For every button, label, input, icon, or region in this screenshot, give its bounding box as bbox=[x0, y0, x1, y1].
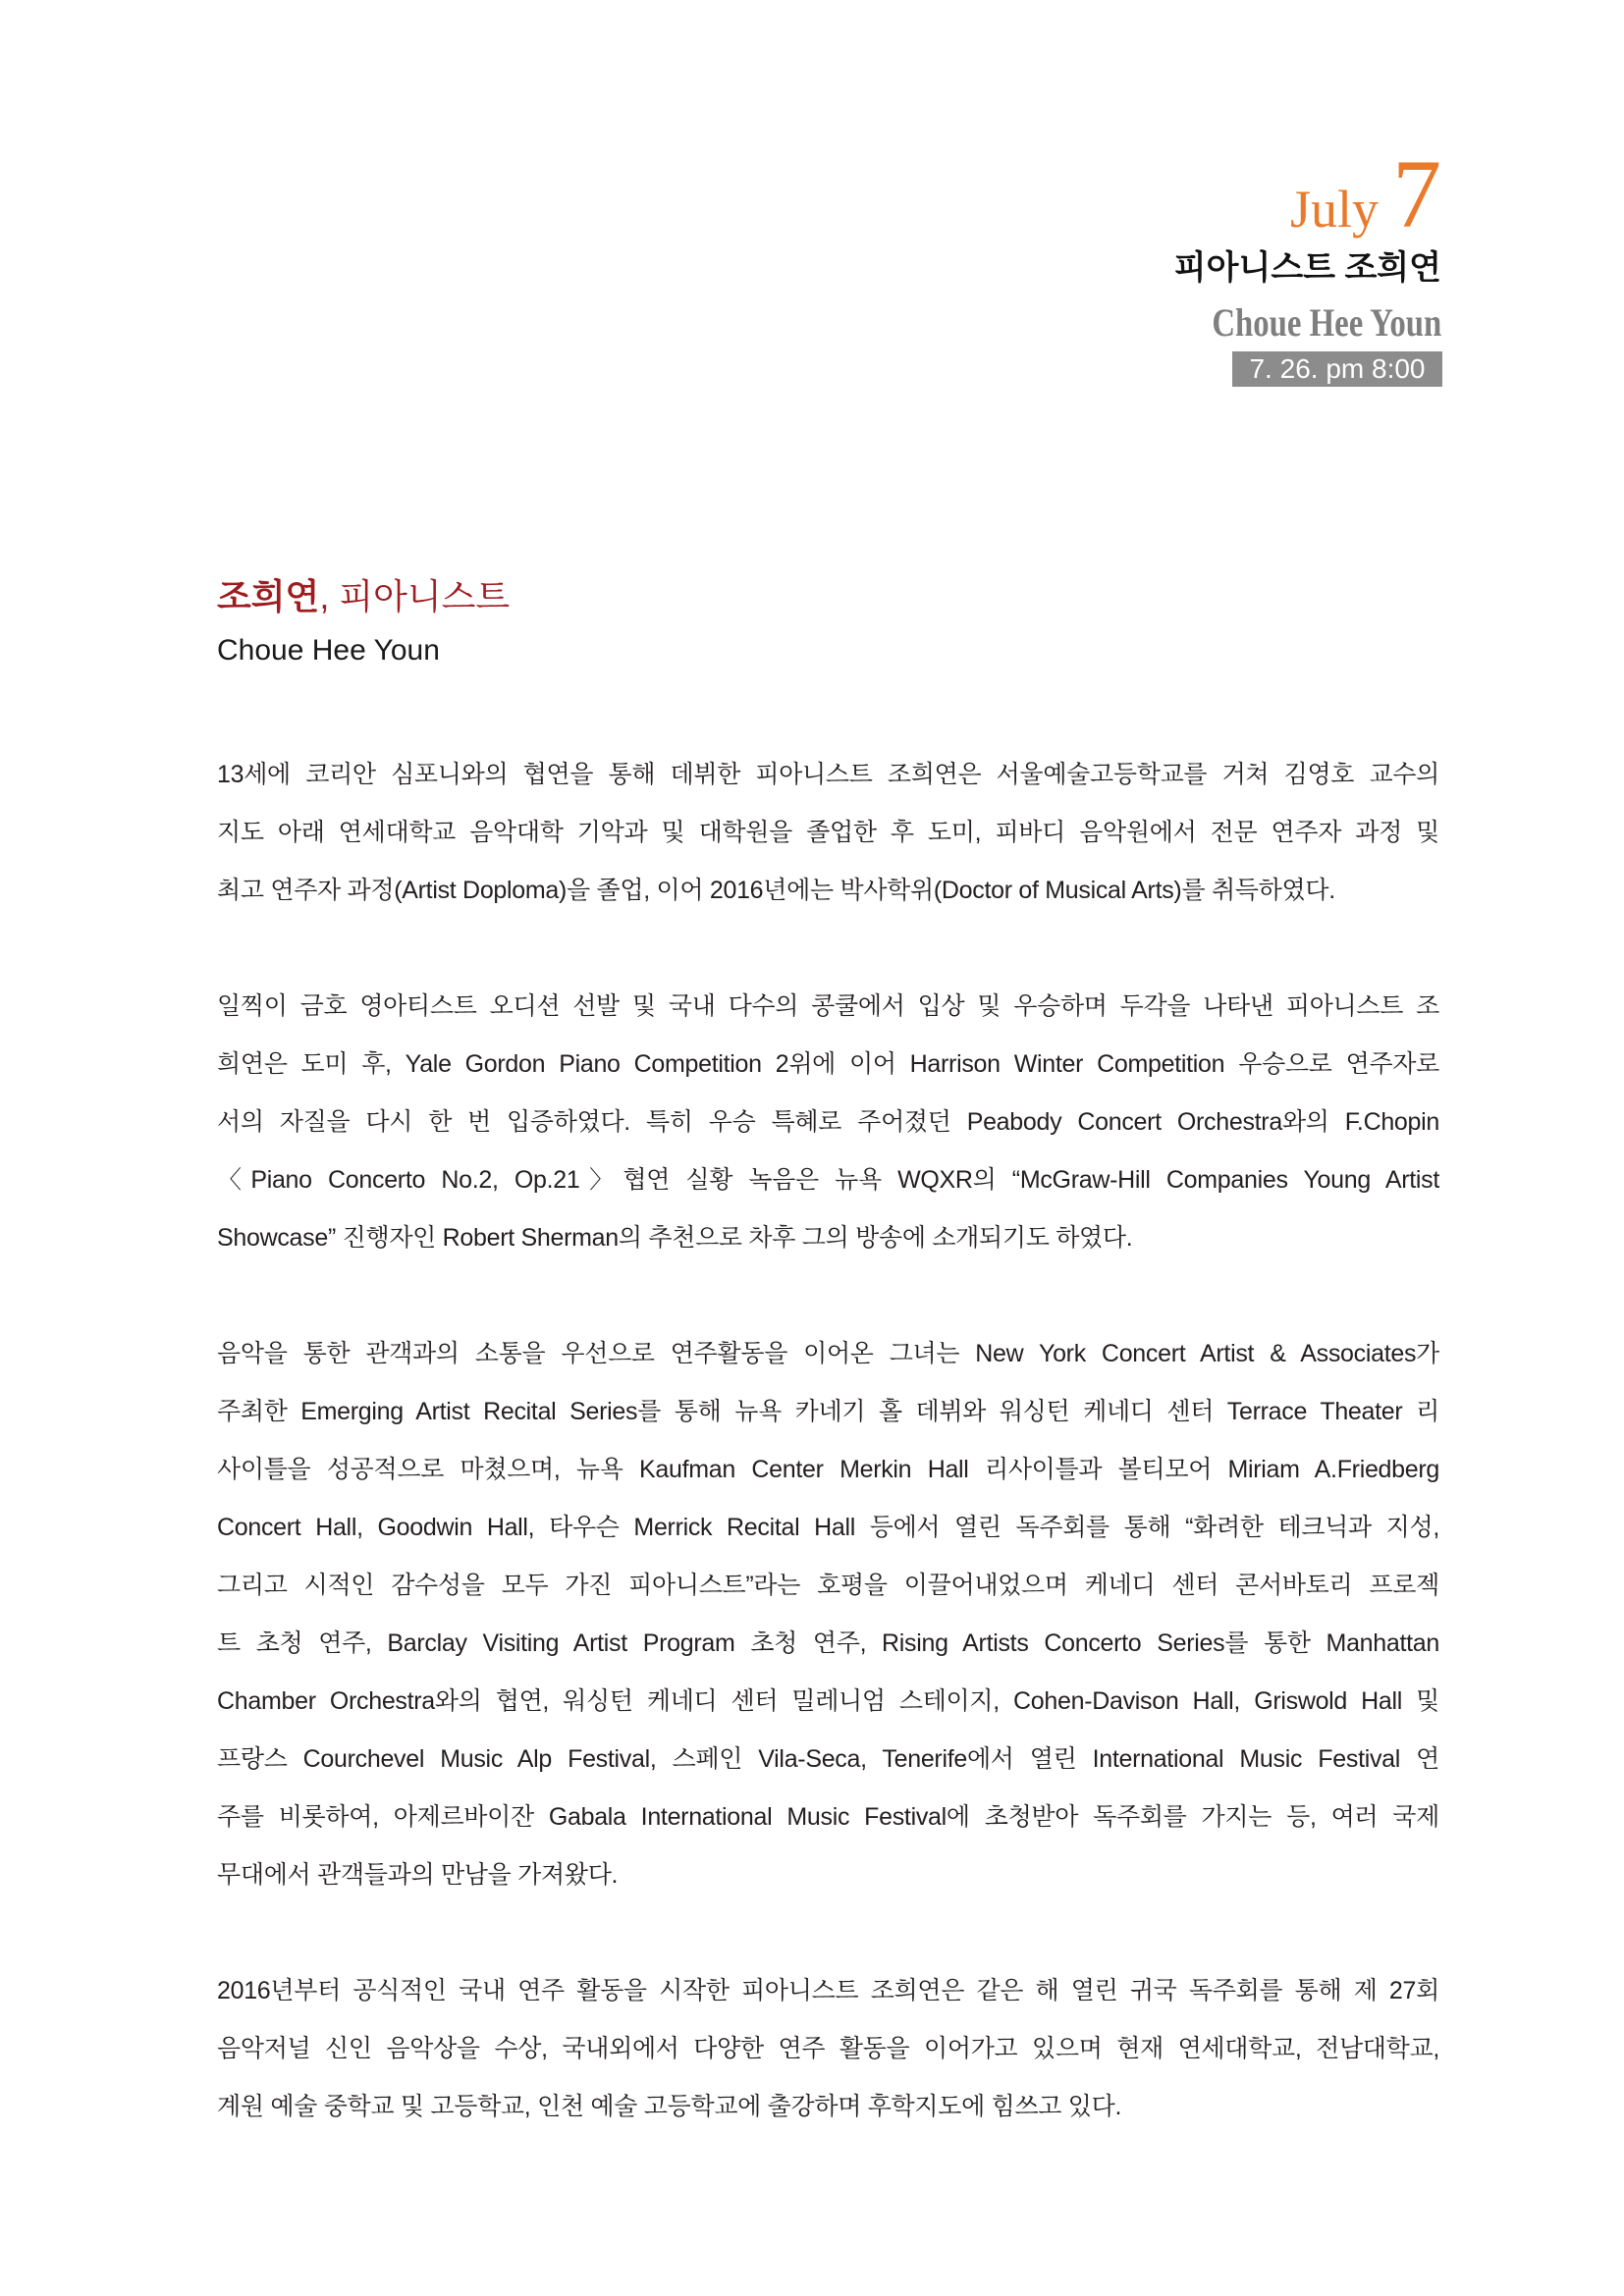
profile-name: 조희연 bbox=[217, 576, 320, 616]
concert-title-korean: 피아니스트 조희연 bbox=[1173, 249, 1441, 287]
bio-paragraph bbox=[217, 978, 1439, 1267]
bio-line: 2016년부터 공식적인 국내 연주 활동을 시작한 피아니스트 조희연은 같은 해 열린 귀국 독주회를 통해 제 27회 bbox=[217, 1977, 1439, 2004]
concert-datetime-badge: 7. 26. pm 8:00 bbox=[1232, 351, 1442, 387]
bio-line: 계원 예술 중학교 및 고등학교, 인천 예술 고등학교에 출강하며 후학지도에 힘쓰고 있다. bbox=[217, 2093, 1122, 2120]
concert-date-heading bbox=[1289, 139, 1441, 248]
bio-line: 주최한 Emerging Artist Recital Series를 통해 뉴욕 카네기 홀 데뷔와 워싱턴 케네디 센터 Terrace Theater 리 bbox=[217, 1398, 1439, 1425]
bio-line: Showcase” 진행자인 Robert Sherman의 추천으로 차후 그의 방송에 소개되기도 하였다. bbox=[217, 1224, 1133, 1252]
bio-line: 희연은 도미 후, Yale Gordon Piano Competition 2위에 이어 Harrison Winter Competition 우승으로 연주자로 bbox=[217, 1050, 1439, 1078]
bio-line: 지도 아래 연세대학교 음악대학 기악과 및 대학원을 졸업한 후 도미, 피바디 음악원에서 전문 연주자 과정 및 bbox=[217, 819, 1439, 846]
concert-title-english: Choue Hee Youn bbox=[1212, 300, 1441, 345]
bio-line: 13세에 코리안 심포니와의 협연을 통해 데뷔한 피아니스트 조희연은 서울예술고등학교를 거쳐 김영호 교수의 bbox=[217, 761, 1439, 788]
bio-line: 프랑스 Courchevel Music Alp Festival, 스페인 Vila-Seca, Tenerife에서 열린 International Music Festival 연 bbox=[217, 1745, 1439, 1773]
bio-line: Chamber Orchestra와의 협연, 워싱턴 케네디 센터 밀레니엄 스테이지, Cohen-Davison Hall, Griswold Hall 및 bbox=[217, 1687, 1439, 1715]
bio-line: 최고 연주자 과정(Artist Doploma)을 졸업, 이어 2016년에는 박사학위(Doctor of Musical Arts)를 취득하였다. bbox=[217, 877, 1335, 904]
bio-line: 〈Piano Concerto No.2, Op.21〉협연 실황 녹음은 뉴욕 WQXR의 “McGraw-Hill Companies Young Artist bbox=[217, 1166, 1439, 1194]
bio-paragraph bbox=[217, 1325, 1439, 1904]
profile-name-english: Choue Hee Youn bbox=[217, 634, 440, 667]
concert-day: 7 bbox=[1392, 139, 1441, 248]
bio-paragraph bbox=[217, 1962, 1439, 2136]
bio-line: Concert Hall, Goodwin Hall, 타우슨 Merrick Recital Hall 등에서 열린 독주회를 통해 “화려한 테크닉과 지성, bbox=[217, 1514, 1439, 1541]
concert-month: July bbox=[1289, 180, 1379, 239]
bio-line: 트 초청 연주, Barclay Visiting Artist Program 초청 연주, Rising Artists Concerto Series를 통한 Manhattan bbox=[217, 1629, 1439, 1657]
bio-line: 사이틀을 성공적으로 마쳤으며, 뉴욕 Kaufman Center Merkin Hall 리사이틀과 볼티모어 Miriam A.Friedberg bbox=[217, 1456, 1439, 1483]
bio-line: 음악을 통한 관객과의 소통을 우선으로 연주활동을 이어온 그녀는 New York Concert Artist & Associates가 bbox=[217, 1340, 1439, 1367]
bio-line: 주를 비롯하여, 아제르바이잔 Gabala International Music Festival에 초청받아 독주회를 가지는 등, 여러 국제 bbox=[217, 1803, 1439, 1831]
bio-paragraph bbox=[217, 746, 1439, 920]
bio-line: 서의 자질을 다시 한 번 입증하였다. 특히 우승 특혜로 주어졌던 Peabody Concert Orchestra와의 F.Chopin bbox=[217, 1108, 1439, 1136]
bio-line: 음악저널 신인 음악상을 수상, 국내외에서 다양한 연주 활동을 이어가고 있으며 현재 연세대학교, 전남대학교, bbox=[217, 2035, 1439, 2062]
bio-line: 무대에서 관객들과의 만남을 가져왔다. bbox=[217, 1861, 619, 1889]
bio-line: 그리고 시적인 감수성을 모두 가진 피아니스트”라는 호평을 이끌어내었으며 케네디 센터 콘서바토리 프로젝 bbox=[217, 1572, 1439, 1599]
bio-line: 일찍이 금호 영아티스트 오디션 선발 및 국내 다수의 콩쿨에서 입상 및 우승하며 두각을 나타낸 피아니스트 조 bbox=[217, 992, 1439, 1020]
biography bbox=[217, 746, 1439, 2136]
profile-role: , 피아니스트 bbox=[319, 576, 511, 616]
profile-heading bbox=[217, 574, 510, 619]
